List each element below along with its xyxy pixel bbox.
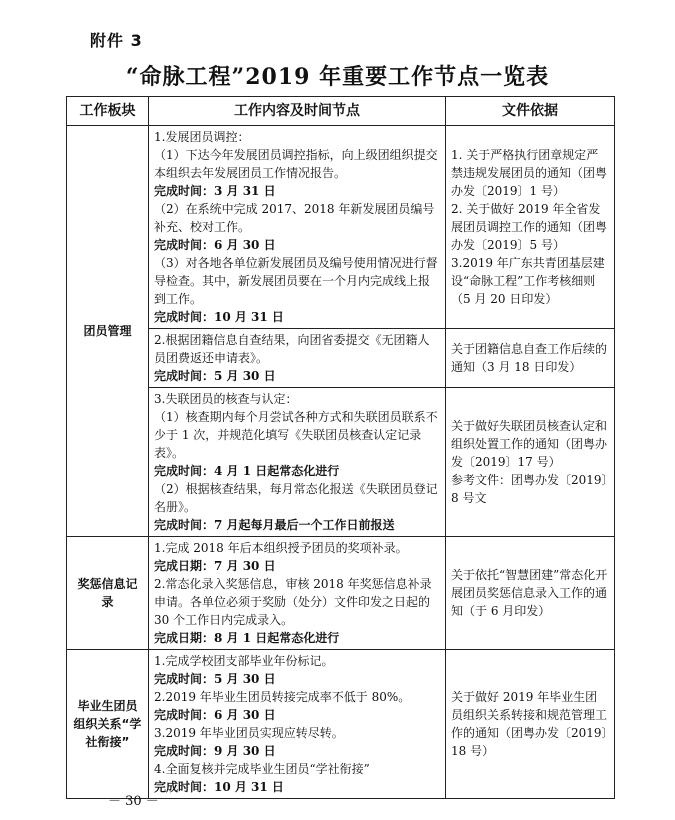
content-cell — [149, 537, 446, 650]
basis-document-text: 关于做好失联团员核查认定和组织处置工作的通知（团粤办发〔2019〕17 号） — [451, 419, 608, 469]
page-number: － 30 － — [108, 794, 159, 809]
table-body — [67, 126, 615, 799]
content-cell — [149, 388, 446, 537]
header-content: 工作内容及时间节点 — [149, 97, 446, 126]
deadline-text: 完成时间：9 月 30 日 — [154, 744, 276, 758]
task-text: （1）下达今年发展团员调控指标，向上级团组织提交本组织去年发展团员工作情况报告。 — [154, 148, 438, 180]
task-text: （2）在系统中完成 2017、2018 年新发展团员编号补充、校对工作。 — [154, 202, 435, 234]
basis-document-text: 关于团籍信息自查工作后续的通知（3 月 18 日印发） — [451, 342, 608, 374]
deadline-text: 完成日期：7 月 30 日 — [154, 559, 276, 573]
basis-document-text: 1. 关于严格执行团章规定严禁违规发展团员的通知（团粤办发〔2019〕1 号） — [451, 148, 608, 198]
deadline-text: 完成时间：4 月 1 日起常态化进行 — [154, 464, 340, 478]
task-text: 2.根据团籍信息自查结果，向团省委提交《无团籍人员团费返还申请表》。 — [154, 333, 430, 365]
table-row — [67, 388, 615, 537]
basis-document-text: 关于做好 2019 年毕业生团员组织关系转接和规范管理工作的通知（团粤办发〔2019〕18 号） — [451, 690, 608, 758]
task-text: 1.发展团员调控： — [154, 130, 250, 144]
content-cell — [149, 126, 446, 329]
basis-cell — [446, 537, 615, 650]
basis-document-text: 3.2019 年广东共青团基层建设“命脉工程”工作考核细则（5 月 20 日印发） — [451, 256, 605, 306]
task-text: 2.常态化录入奖惩信息，审核 2018 年奖惩信息补录申请。各单位必须于奖励（处分）文件印发之日起的 30 个工作日内完成录入。 — [154, 577, 432, 627]
category-cell: 奖惩信息记录 — [67, 537, 149, 650]
task-text: 3.2019 年毕业团员实现应转尽转。 — [154, 726, 344, 740]
task-text: 2.2019 年毕业生团员转接完成率不低于 80%。 — [154, 690, 411, 704]
table-row — [67, 126, 615, 329]
task-text: （3）对各地各单位新发展团员及编号使用情况进行督导检查。其中，新发展团员要在一个月内完成线上报到工作。 — [154, 256, 438, 306]
deadline-text: 完成时间：6 月 30 日 — [154, 238, 276, 252]
work-nodes-table — [66, 96, 615, 799]
header-category: 工作板块 — [67, 97, 149, 126]
table-row — [67, 329, 615, 388]
table-row — [67, 537, 615, 650]
deadline-text: 完成日期：8 月 1 日起常态化进行 — [154, 631, 340, 645]
content-cell — [149, 650, 446, 799]
task-text: 1.完成 2018 年后本组织授予团员的奖项补录。 — [154, 541, 408, 555]
task-text: （1）核查期内每个月尝试各种方式和失联团员联系不少于 1 次，并规范化填写《失联团员核查认定记录表》。 — [154, 410, 438, 460]
task-text: 4.全面复核并完成毕业生团员“学社衔接” — [154, 762, 370, 776]
table-header-row — [67, 97, 615, 126]
deadline-text: 完成时间：5 月 30 日 — [154, 369, 276, 383]
page-title: “命脉工程”2019 年重要工作节点一览表 — [125, 64, 550, 90]
category-cell: 毕业生团员组织关系“学社衔接” — [67, 650, 149, 799]
basis-document-text: 关于依托“智慧团建”常态化开展团员奖惩信息录入工作的通知（于 6 月印发） — [451, 568, 608, 618]
content-cell — [149, 329, 446, 388]
task-text: 3.失联团员的核查与认定： — [154, 392, 298, 406]
basis-cell — [446, 126, 615, 329]
basis-document-text: 参考文件：团粤办发〔2019〕8 号文 — [451, 473, 608, 505]
deadline-text: 完成时间：7 月起每月最后一个工作日前报送 — [154, 518, 395, 532]
task-text: 1.完成学校团支部毕业年份标记。 — [154, 654, 334, 668]
basis-cell — [446, 329, 615, 388]
annex-label: 附件 3 — [90, 31, 143, 50]
table-row — [67, 650, 615, 799]
category-cell: 团员管理 — [67, 126, 149, 537]
deadline-text: 完成时间：6 月 30 日 — [154, 708, 276, 722]
basis-document-text: 2. 关于做好 2019 年全省发展团员调控工作的通知（团粤办发〔2019〕5 号） — [451, 202, 608, 252]
basis-cell — [446, 650, 615, 799]
header-basis: 文件依据 — [446, 97, 615, 126]
deadline-text: 完成时间：3 月 31 日 — [154, 184, 276, 198]
task-text: （2）根据核查结果，每月常态化报送《失联团员登记名册》。 — [154, 482, 438, 514]
deadline-text: 完成时间：10 月 31 日 — [154, 310, 284, 324]
deadline-text: 完成时间：5 月 30 日 — [154, 672, 276, 686]
deadline-text: 完成时间：10 月 31 日 — [154, 780, 284, 794]
basis-cell — [446, 388, 615, 537]
